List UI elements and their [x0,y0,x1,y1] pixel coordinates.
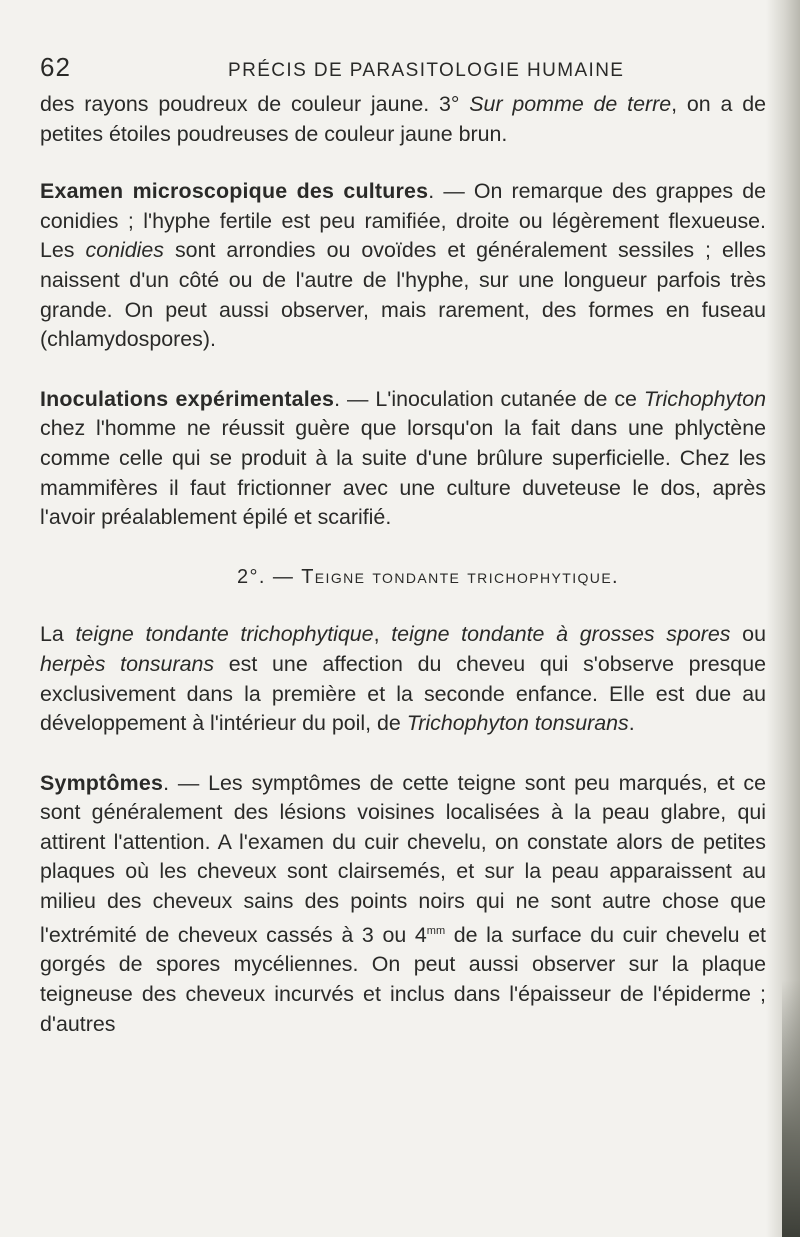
text: . — Les symptômes de cette teigne sont peu marqués, et ce sont généralement des lésions voisines localisées à la peau glabre, qui attirent l'attention. A l'examen du cuir chevelu, on constate alors de petites plaques où les cheveux sont clairsemés, et sur la peau apparaissent au milieu des cheveux sains des points noirs qui ne sont autre chose que l'extrémité de cheveux cassés à 3 ou 4 [40,770,766,947]
section-number: 2°. — [236,565,302,588]
italic-term: conidies [85,238,164,263]
italic-term: Trichophyton [643,386,766,411]
page-edge-dark [782,980,800,1237]
text: des rayons poudreux de couleur jaune. 3° [40,92,470,116]
text: . [628,711,635,736]
text: , [373,622,392,647]
text: La [40,622,76,647]
paragraph-inoculations [40,385,766,533]
run-in-heading: Inoculations expérimentales [40,386,335,411]
italic-term: teigne tondante à grosses spores [391,622,731,647]
text: de la surface du cuir chevelu et gorgés de spores mycéliennes. On peut aussi observer sur la plaque teigneuse des cheveux incurvés et inclus dans l'épaisseur de l'épiderme ; d'autres [40,922,766,1036]
text: . — On remarque des grappes de conidies ; l'hyphe fertile est peu ramifiée, droite ou légèrement flexueuse. Les [40,179,766,263]
text: est une affection du cheveu qui s'observe presque exclusivement dans la première et la seconde enfance. Elle est due au développement à l'intérieur du poil, de [40,651,766,736]
run-in-heading: Examen microscopique des cultures [40,179,429,204]
run-in-heading: Symptômes [40,770,164,795]
text: sont arrondies ou ovoïdes et généralement sessiles ; elles naissent d'un côté ou de l'autre de l'hyphe, sur une longueur parfois très grande. On peut aussi observer, mais rarement, des formes en fuseau (chlamydospores). [40,238,766,352]
italic-term: teigne tondante trichophytique [75,622,374,647]
text: ou [730,622,766,647]
italic-term: Sur pomme de terre [469,92,672,116]
text: . — L'inoculation cutanée de ce [334,386,644,411]
italic-term: Trichophyton tonsurans [406,711,629,736]
text: , on a de petites étoiles poudreuses de couleur jaune brun. [40,92,766,146]
paragraph-symptoms [40,769,766,1039]
section-title [40,563,766,593]
running-head: PRÉCIS DE PARASITOLOGIE HUMAINE [228,60,625,81]
paragraph-microscopic-exam [40,177,766,355]
body-text [40,90,766,1069]
section-title-text: Teigne tondante trichophytique. [301,565,620,588]
text: chez l'homme ne réussit guère que lorsqu'on la fait dans une phlyctène comme celle qui se produit à la suite d'une brûlure superficielle. Chez les mammifères il faut frictionner avec une culture duveteuse le dos, après l'avoir préalablement épilé et scarifié. [40,416,766,530]
superscript-unit: mm [426,924,446,937]
paragraph-culture-potato [40,90,766,149]
page-number: 62 [40,52,71,82]
italic-term: herpès tonsurans [40,651,215,676]
paragraph-definition [40,620,766,738]
